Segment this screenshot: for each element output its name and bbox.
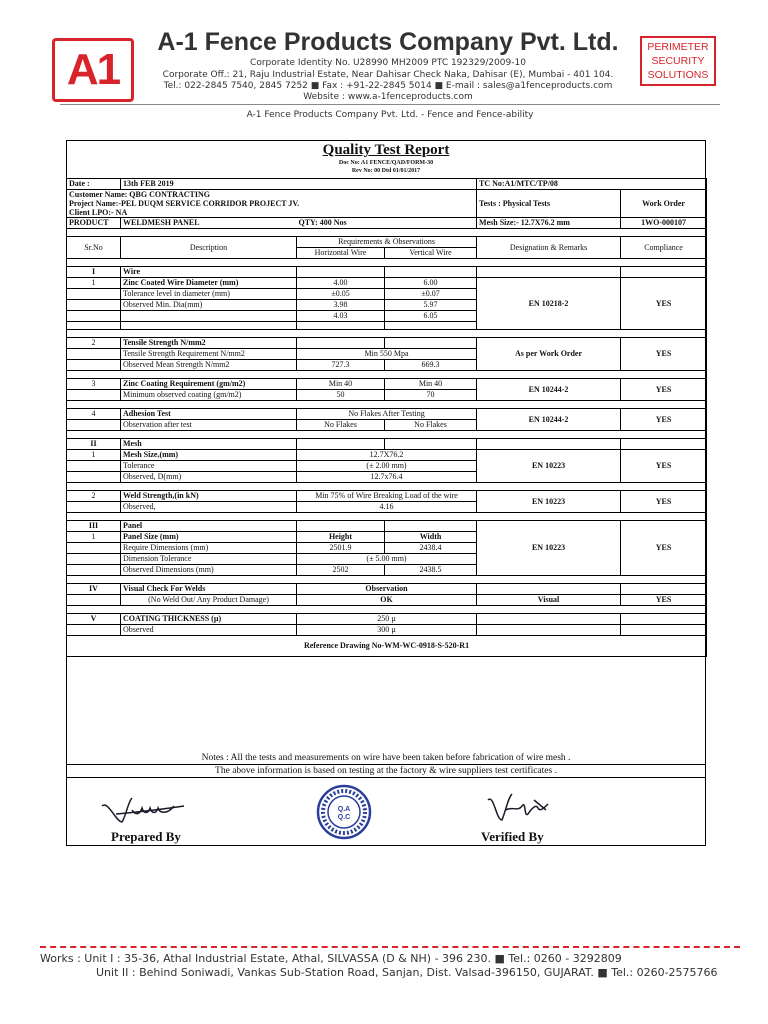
doc-no: Doc No: A1 FENCE/QAD/FORM-30 <box>338 160 434 166</box>
section-number: I <box>67 267 121 278</box>
header-requirements: Requirements & Observations <box>297 237 477 248</box>
preparer-signature-icon <box>98 792 188 828</box>
horizontal-value: No Flakes <box>297 420 385 431</box>
spacer <box>67 576 707 584</box>
vertical-value: 70 <box>385 390 477 401</box>
width-value: 2438.5 <box>385 565 477 576</box>
requirement-value: 12.7X76.2 <box>297 450 477 461</box>
header-compliance: Compliance <box>621 237 707 259</box>
requirement-value: No Flakes After Testing <box>297 409 477 420</box>
row-label: Require Dimensions (mm) <box>121 543 297 554</box>
header-designation: Designation & Remarks <box>477 237 621 259</box>
row-label: Observed Mean Strength N/mm2 <box>121 360 297 371</box>
corporate-address: Corporate Off.: 21, Raju Industrial Estate, Near Dahisar Check Naka, Dahisar (E), Mumbai - 401 104. <box>162 70 614 80</box>
row-label: Observed Dimensions (mm) <box>121 565 297 576</box>
work-order-label: Work Order <box>621 190 707 218</box>
corporate-identity: Corporate Identity No. U28990 MH2009 PTC 192329/2009-10 <box>250 58 526 68</box>
designation: EN 10218-2 <box>477 278 621 330</box>
test-title: Zinc Coated Wire Diameter (mm) <box>121 278 297 289</box>
date-label: Date : <box>67 179 121 190</box>
section-title: Mesh <box>121 439 297 450</box>
divider <box>60 104 720 105</box>
row-label: Observation after test <box>121 420 297 431</box>
section-number: III <box>67 521 121 532</box>
compliance: YES <box>621 278 707 330</box>
designation: EN 10223 <box>477 450 621 483</box>
row-label: Observed, D(mm) <box>121 472 297 483</box>
designation: Visual <box>477 595 621 606</box>
badge-line: SECURITY <box>651 55 705 67</box>
section-title: Wire <box>121 267 297 278</box>
requirement-value: Min 75% of Wire Breaking Load of the wire <box>297 491 477 502</box>
reference-drawing: Reference Drawing No-WM-WC-0918-S-520-R1 <box>67 636 707 657</box>
compliance: YES <box>621 521 707 576</box>
svg-text:Q.C: Q.C <box>337 814 351 821</box>
row-label: Tensile Strength Requirement N/mm2 <box>121 349 297 360</box>
observed-value: OK <box>297 595 477 606</box>
observation-header: Observation <box>297 584 477 595</box>
client-lpo: Client LPO:- NA <box>67 208 477 218</box>
spacer <box>67 229 707 237</box>
requirement-value: 250 µ <box>297 614 477 625</box>
spacer <box>67 431 707 439</box>
height-value: 2501.9 <box>297 543 385 554</box>
horizontal-value: 50 <box>297 390 385 401</box>
designation: EN 10223 <box>477 521 621 576</box>
company-logo: A1 <box>52 38 134 102</box>
horizontal-value: 727.3 <box>297 360 385 371</box>
section-title: COATING THICKNESS (µ) <box>121 614 297 625</box>
spacer <box>67 513 707 521</box>
notes-block <box>66 752 706 778</box>
sr-number: 4 <box>67 409 121 420</box>
badge-line: PERIMETER <box>647 41 709 53</box>
spacer <box>67 401 707 409</box>
product-value: WELDMESH PANEL <box>121 218 297 229</box>
section-number: II <box>67 439 121 450</box>
compliance: YES <box>621 450 707 483</box>
height-header: Height <box>297 532 385 543</box>
compliance: YES <box>621 595 707 606</box>
row-label: Dimension Tolerance <box>121 554 297 565</box>
section-title: Visual Check For Welds <box>121 584 297 595</box>
width-value: 2438.4 <box>385 543 477 554</box>
badge-line: SOLUTIONS <box>647 69 709 81</box>
tolerance-value: (± 2.00 mm) <box>297 461 477 472</box>
report-title: Quality Test Report <box>322 142 450 158</box>
horizontal-value: 3.98 <box>297 300 385 311</box>
row-label: Observed, <box>121 502 297 513</box>
tests-type: Tests : Physical Tests <box>477 190 621 218</box>
footer-unit-2: Unit II : Behind Soniwadi, Vankas Sub-Station Road, Sanjan, Dist. Valsad-396150, GUJARAT. ■ Tel.: 0260-2575766 <box>96 966 718 979</box>
quantity: QTY: 400 Nos <box>297 218 477 229</box>
designation: EN 10223 <box>477 491 621 513</box>
header-srno: Sr.No <box>67 237 121 259</box>
note-line: Notes : All the tests and measurements on wire have been taken before fabrication of wire mesh . <box>66 752 706 765</box>
footer-divider <box>40 946 740 948</box>
verifier-signature-icon <box>482 790 562 826</box>
test-title: Adhesion Test <box>121 409 297 420</box>
vertical-value: Min 40 <box>385 379 477 390</box>
designation: As per Work Order <box>477 338 621 371</box>
vertical-value: No Flakes <box>385 420 477 431</box>
footer-unit-1: Works : Unit I : 35-36, Athal Industrial Estate, Athal, SILVASSA (D & NH) - 396 230. ■ Tel.: 0260 - 3292809 <box>40 952 622 965</box>
date-value: 13th FEB 2019 <box>121 179 477 190</box>
spacer <box>67 330 707 338</box>
height-value: 2502 <box>297 565 385 576</box>
row-label: Tolerance <box>121 461 297 472</box>
sr-number: 3 <box>67 379 121 390</box>
spacer <box>67 371 707 379</box>
sr-number: 1 <box>67 450 121 461</box>
rev-no: Rev No: 00 Dtd 01/01/2017 <box>351 168 421 174</box>
qa-qc-seal-icon <box>316 784 372 840</box>
section-title: Panel <box>121 521 297 532</box>
row-label: Minimum observed coating (gm/m2) <box>121 390 297 401</box>
requirement-value: Min 550 Mpa <box>297 349 477 360</box>
row-label: Tolerance level in diameter (mm) <box>121 289 297 300</box>
horizontal-value: Min 40 <box>297 379 385 390</box>
header-description: Description <box>121 237 297 259</box>
horizontal-value: ±0.05 <box>297 289 385 300</box>
sr-number: 1 <box>67 532 121 543</box>
contact-line: Tel.: 022-2845 7540, 2845 7252 ■ Fax : +91-22-2845 5014 ■ E-mail : sales@a1fenceproducts.com <box>163 81 613 91</box>
tagline: A-1 Fence Products Company Pvt. Ltd. - Fence and Fence-ability <box>246 110 534 120</box>
designation: EN 10244-2 <box>477 379 621 401</box>
test-title: Tensile Strength N/mm2 <box>121 338 297 349</box>
vertical-value: ±0.07 <box>385 289 477 300</box>
test-title: Zinc Coating Requirement (gm/m2) <box>121 379 297 390</box>
observed-value: 12.7x76.4 <box>297 472 477 483</box>
product-label: PRODUCT <box>67 218 121 229</box>
sr-number: 2 <box>67 338 121 349</box>
tc-number: TC No:A1/MTC/TP/08 <box>477 179 707 190</box>
note-line: The above information is based on testing at the factory & wire suppliers test certificates . <box>66 765 706 778</box>
mesh-size-header: Mesh Size:- 12.7X76.2 mm <box>477 218 621 229</box>
test-title: Weld Strength,(in kN) <box>121 491 297 502</box>
svg-text:Q.A: Q.A <box>337 806 351 813</box>
observed-value: 4.16 <box>297 502 477 513</box>
horizontal-value: 4.00 <box>297 278 385 289</box>
header-horizontal: Horizontal Wire <box>297 248 385 259</box>
project-name: Project Name:-PEL DUQM SERVICE CORRIDOR PROJECT JV. <box>67 199 477 208</box>
compliance: YES <box>621 491 707 513</box>
report-table <box>66 178 707 657</box>
tolerance-value: (± 5.00 mm) <box>297 554 477 565</box>
horizontal-value: 4.03 <box>297 311 385 322</box>
vertical-value: 6.05 <box>385 311 477 322</box>
work-order-number: 1WO-000107 <box>621 218 707 229</box>
spacer <box>67 483 707 491</box>
section-number: V <box>67 614 121 625</box>
section-number: IV <box>67 584 121 595</box>
compliance: YES <box>621 379 707 401</box>
perimeter-badge <box>640 36 716 86</box>
vertical-value: 6.00 <box>385 278 477 289</box>
vertical-value: 669.3 <box>385 360 477 371</box>
vertical-value: 5.97 <box>385 300 477 311</box>
website: Website : www.a-1fenceproducts.com <box>303 92 473 102</box>
test-title: Mesh Size,(mm) <box>121 450 297 461</box>
designation: EN 10244-2 <box>477 409 621 431</box>
row-label: Observed <box>121 625 297 636</box>
sr-number: 2 <box>67 491 121 502</box>
test-title: Panel Size (mm) <box>121 532 297 543</box>
observed-value: 300 µ <box>297 625 477 636</box>
compliance: YES <box>621 338 707 371</box>
sr-number: 1 <box>67 278 121 289</box>
row-label: (No Weld Out/ Any Product Damage) <box>121 595 297 606</box>
compliance: YES <box>621 409 707 431</box>
verified-by-label: Verified By <box>481 829 544 844</box>
prepared-by-label: Prepared By <box>111 829 181 844</box>
customer-name: Customer Name: QBG CONTRACTING <box>67 190 477 200</box>
company-name: A-1 Fence Products Company Pvt. Ltd. <box>157 28 619 56</box>
spacer <box>67 259 707 267</box>
row-label: Observed Min. Dia(mm) <box>121 300 297 311</box>
spacer <box>67 606 707 614</box>
header-vertical: Vertical Wire <box>385 248 477 259</box>
width-header: Width <box>385 532 477 543</box>
